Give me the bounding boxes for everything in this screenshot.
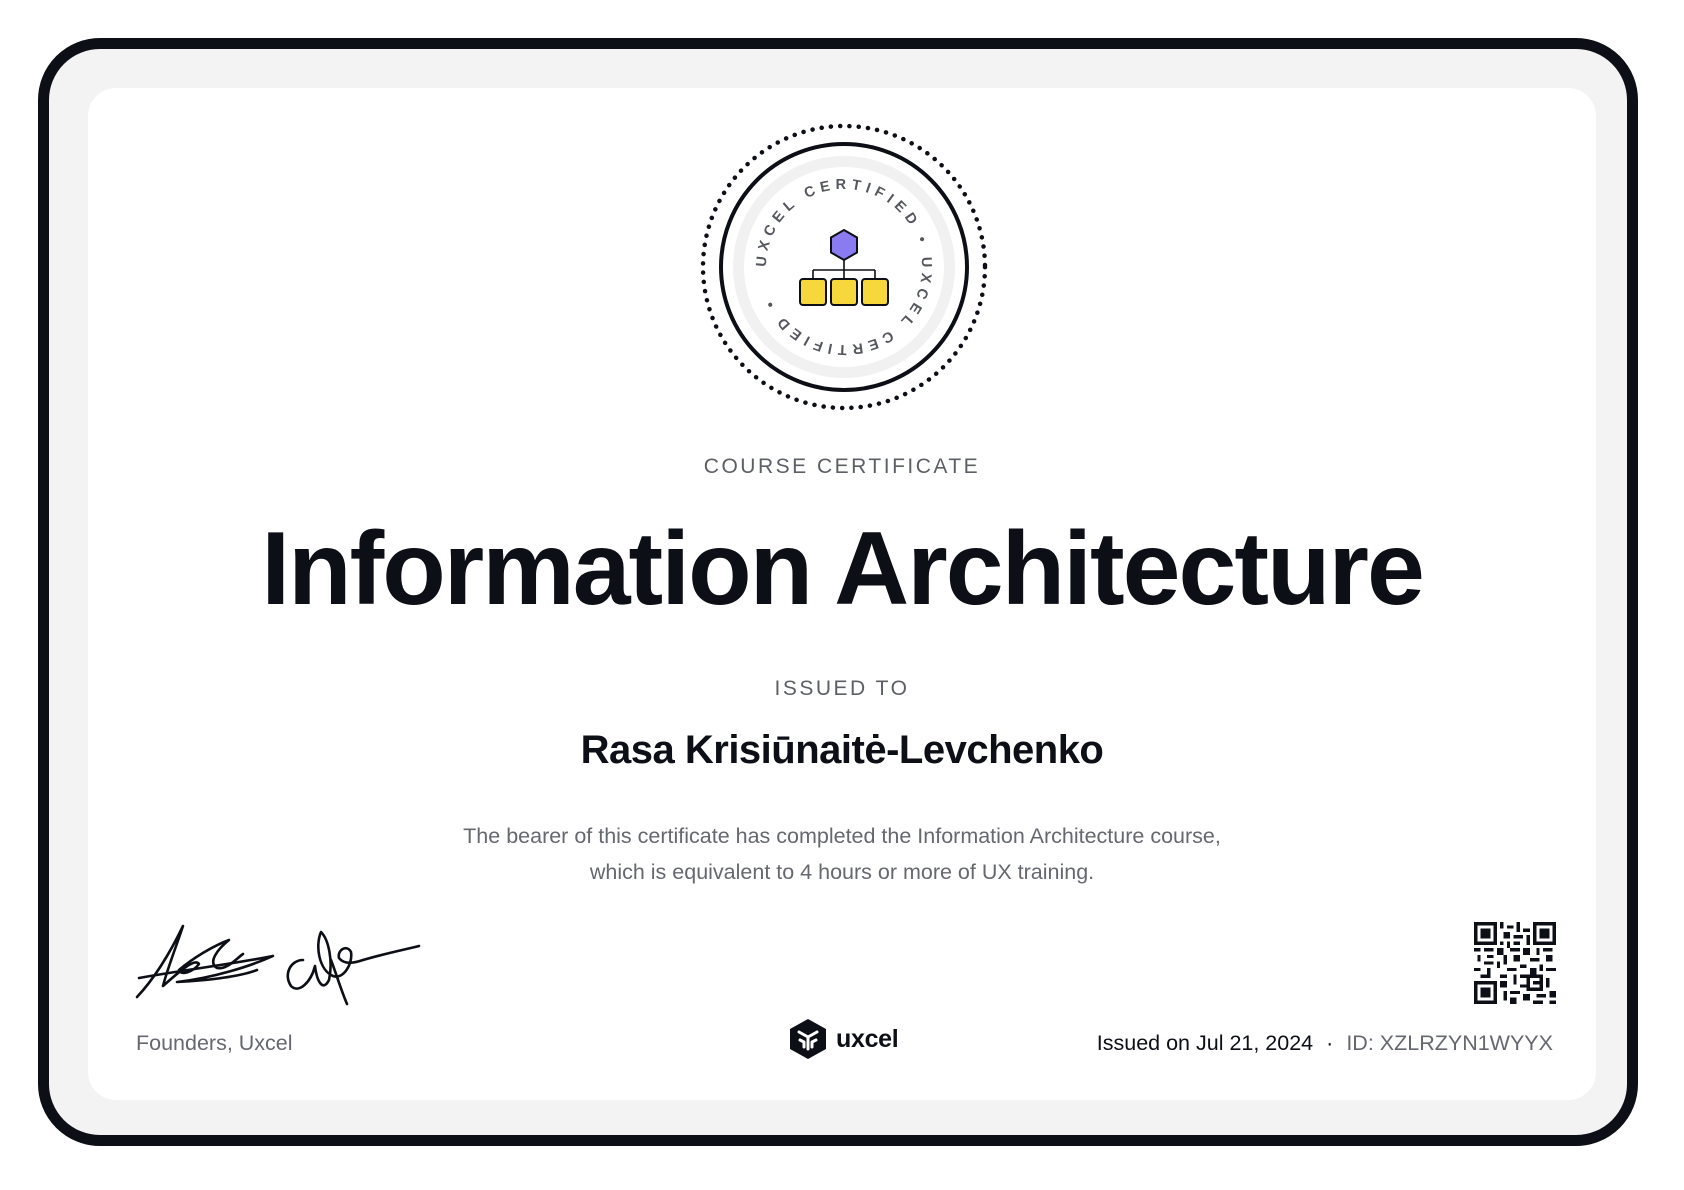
certificate-description: The bearer of this certificate has completed the Information Architecture course, which is equivalent to 4 hours or more of UX training.	[463, 824, 1221, 884]
badge-ring-text: UXCEL CERTIFIED • UXCEL CERTIFIED •	[753, 176, 935, 358]
certified-badge	[700, 123, 988, 411]
uxcel-logo-icon	[788, 1018, 828, 1060]
issue-separator: ·	[1326, 1031, 1334, 1055]
course-certificate-label: COURSE CERTIFICATE	[703, 455, 981, 478]
uxcel-logo[interactable]	[788, 1017, 898, 1061]
founder-signatures	[133, 900, 443, 1010]
signature-caption: Founders, Uxcel	[136, 1031, 293, 1055]
issue-date: Issued on Jul 21, 2024	[1096, 1031, 1314, 1055]
issue-info	[1097, 1031, 1553, 1056]
qr-code-icon	[1474, 922, 1556, 1004]
uxcel-wordmark: uxcel	[836, 1024, 899, 1053]
recipient-name: Rasa Krisiūnaitė-Levchenko	[580, 728, 1104, 772]
signature-two-tail	[331, 960, 347, 1004]
signature-one	[137, 926, 243, 997]
certificate-id[interactable]: ID: XZLRZYN1WYYX	[1346, 1031, 1553, 1055]
course-title: Information Architecture	[261, 511, 1423, 627]
signature-two	[288, 932, 419, 989]
issued-to-label: ISSUED TO	[774, 677, 910, 700]
